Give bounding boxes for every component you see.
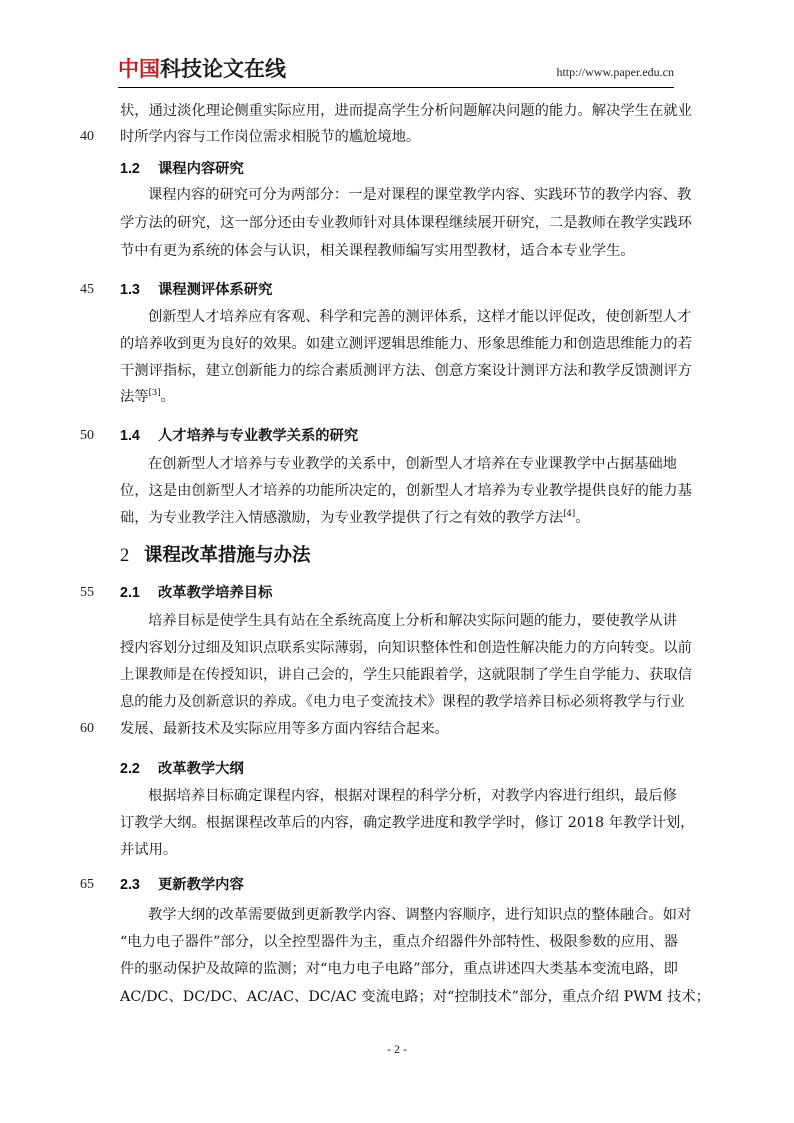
body-line: 上课教师是在传授知识，讲自己会的，学生只能跟着学，这就限制了学生自学能力、获取信 bbox=[120, 667, 692, 683]
heading-number: 2 bbox=[120, 546, 130, 566]
heading-text: 课程改革措施与办法 bbox=[144, 545, 311, 566]
line-number: 55 bbox=[80, 585, 94, 600]
body-line: 授内容划分过细及知识点联系实际薄弱，向知识整体性和创造性解决能力的方向转变。以前 bbox=[120, 640, 692, 656]
line-text: 法等 bbox=[120, 389, 149, 405]
section-heading-1-4 bbox=[120, 423, 358, 449]
section-heading-1-2 bbox=[120, 156, 244, 182]
body-line: 件的驱动保护及故障的监测；对“电力电子电路”部分，重点讲述四大类基本变流电路，即 bbox=[120, 961, 678, 977]
line-number: 65 bbox=[80, 877, 94, 892]
citation-3[interactable]: [3] bbox=[148, 388, 161, 399]
body-line: 创新型人才培养应有客观、科学和完善的测评体系，这样才能以评促改，使创新型人才 bbox=[148, 309, 692, 325]
body-line: 根据培养目标确定课程内容，根据对课程的科学分析，对教学内容进行组织，最后修 bbox=[148, 788, 677, 804]
logo-red-part: 中国 bbox=[118, 57, 160, 81]
body-line: 节中有更为系统的体会与认识，相关课程教师编写实用型教材，适合本专业学生。 bbox=[120, 243, 635, 259]
heading-text: 改革教学培养目标 bbox=[158, 585, 273, 601]
citation-4[interactable]: [4] bbox=[563, 509, 576, 520]
body-line: 干测评指标，建立创新能力的综合素质测评方法、创意方案设计测评方法和教学反馈测评方 bbox=[120, 363, 692, 379]
body-line bbox=[120, 384, 676, 410]
logo-black-part: 科技论文在线 bbox=[160, 57, 286, 81]
heading-text: 改革教学大纲 bbox=[158, 761, 244, 777]
body-line: 并试用。 bbox=[120, 842, 178, 858]
body-line: AC/DC、DC/DC、AC/AC、DC/AC 变流电路；对“控制技术”部分，重点介绍 PWM 技术； bbox=[120, 989, 710, 1005]
heading-number: 1.2 bbox=[120, 161, 140, 177]
body-line: 息的能力及创新意识的养成。《电力电子变流技术》课程的教学培养目标必须将教学与行业 bbox=[120, 694, 685, 710]
body-line: 位，这是由创新型人才培养的功能所决定的，创新型人才培养为专业教学提供良好的能力基 bbox=[120, 483, 692, 499]
body-line bbox=[120, 505, 676, 531]
heading-text: 课程测评体系研究 bbox=[158, 282, 273, 298]
line-number: 50 bbox=[80, 428, 94, 443]
body-line: 课程内容的研究可分为两部分：一是对课程的课堂教学内容、实践环节的教学内容、教 bbox=[148, 187, 692, 203]
body-line: “电力电子器件”部分，以全控型器件为主，重点介绍器件外部特性、极限参数的应用、器 bbox=[120, 934, 678, 950]
body-line: 在创新型人才培养与专业教学的关系中，创新型人才培养在专业课教学中占据基础地 bbox=[148, 456, 677, 472]
line-number: 60 bbox=[80, 721, 94, 736]
section-heading-2-3 bbox=[120, 872, 244, 898]
heading-number: 2.1 bbox=[120, 585, 140, 601]
page-number: - 2 - bbox=[387, 1042, 407, 1056]
body-line: 学方法的研究，这一部分还由专业教师针对具体课程继续展开研究，二是教师在教学实践环 bbox=[120, 215, 692, 231]
body-line: 教学大纲的改革需要做到更新教学内容、调整内容顺序，进行知识点的整体融合。如对 bbox=[148, 907, 692, 923]
section-heading-1-3 bbox=[120, 277, 272, 303]
body-line: 时所学内容与工作岗位需求相脱节的尴尬境地。 bbox=[120, 129, 421, 145]
heading-text: 更新教学内容 bbox=[158, 877, 244, 893]
heading-number: 1.3 bbox=[120, 282, 140, 298]
line-number: 45 bbox=[80, 282, 94, 297]
line-end: 。 bbox=[575, 510, 590, 526]
line-text: 础，为专业教学注入情感激励，为专业教学提供了行之有效的教学方法 bbox=[120, 510, 564, 526]
section-heading-2-2 bbox=[120, 756, 244, 782]
line-end: 。 bbox=[160, 389, 175, 405]
heading-text: 人才培养与专业教学关系的研究 bbox=[158, 428, 359, 444]
line-number: 40 bbox=[80, 129, 94, 144]
heading-text: 课程内容研究 bbox=[158, 161, 244, 177]
body-line: 的培养收到更为良好的效果。如建立测评逻辑思维能力、形象思维能力和创造思维能力的若 bbox=[120, 336, 692, 352]
heading-number: 2.3 bbox=[120, 877, 140, 893]
site-url[interactable]: http://www.paper.edu.cn bbox=[556, 65, 674, 79]
body-line: 状，通过淡化理论侧重实际应用，进而提高学生分析问题解决问题的能力。解决学生在就业 bbox=[120, 103, 692, 119]
section-heading-2-1 bbox=[120, 580, 272, 606]
body-line: 发展、最新技术及实际应用等多方面内容结合起来。 bbox=[120, 721, 449, 737]
body-line: 培养目标是使学生具有站在全系统高度上分析和解决实际问题的能力，要使教学从讲 bbox=[148, 613, 677, 629]
chapter-heading-2 bbox=[120, 541, 311, 571]
heading-number: 1.4 bbox=[120, 428, 140, 444]
heading-number: 2.2 bbox=[120, 761, 140, 777]
body-line: 订教学大纲。根据课程改革后的内容，确定教学进度和教学学时，修订 2018 年教学计划， bbox=[120, 815, 695, 831]
